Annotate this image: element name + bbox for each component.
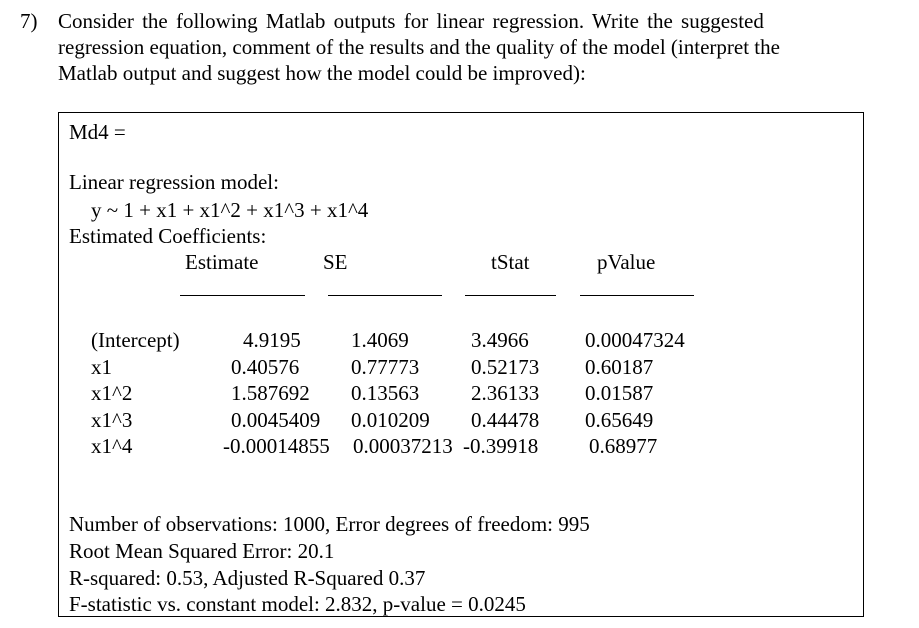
question-number: 7) — [20, 9, 38, 33]
cell-pvalue: 0.01587 — [585, 381, 654, 405]
stats-line: R-squared: 0.53, Adjusted R-Squared 0.37 — [69, 566, 426, 590]
cell-estimate: 4.9195 — [243, 328, 301, 352]
cell-pvalue: 0.00047324 — [585, 328, 685, 352]
question-text-line: Matlab output and suggest how the model could be improved): — [58, 61, 586, 85]
row-name: x1^2 — [91, 381, 133, 405]
model-variable-line: Md4 = — [69, 120, 126, 144]
cell-se: 0.00037213 — [353, 434, 453, 458]
stats-line: Number of observations: 1000, Error degrees of freedom: 995 — [69, 512, 590, 536]
header-underline — [328, 295, 442, 296]
header-estimate: Estimate — [185, 250, 259, 274]
cell-tstat: 0.44478 — [471, 408, 540, 432]
model-formula: y ~ 1 + x1 + x1^2 + x1^3 + x1^4 — [91, 198, 369, 222]
header-tstat: tStat — [491, 250, 530, 274]
cell-estimate: 0.0045409 — [231, 408, 321, 432]
model-title: Linear regression model: — [69, 170, 279, 194]
cell-pvalue: 0.65649 — [585, 408, 654, 432]
header-underline — [580, 295, 694, 296]
cell-tstat: 0.52173 — [471, 355, 540, 379]
cell-se: 0.13563 — [351, 381, 420, 405]
cell-estimate: 1.587692 — [231, 381, 310, 405]
row-name: (Intercept) — [91, 328, 180, 352]
header-pvalue: pValue — [597, 250, 656, 274]
cell-se: 0.77773 — [351, 355, 420, 379]
cell-se: 1.4069 — [351, 328, 409, 352]
cell-tstat: 2.36133 — [471, 381, 540, 405]
cell-tstat: -0.39918 — [463, 434, 539, 458]
row-name: x1 — [91, 355, 112, 379]
cell-pvalue: 0.68977 — [589, 434, 658, 458]
header-underline — [180, 295, 305, 296]
question-text-line: regression equation, comment of the results and the quality of the model (interpret the — [58, 35, 780, 59]
header-se: SE — [323, 250, 348, 274]
cell-tstat: 3.4966 — [471, 328, 529, 352]
cell-pvalue: 0.60187 — [585, 355, 654, 379]
matlab-output-box — [58, 112, 864, 617]
coefficients-title: Estimated Coefficients: — [69, 224, 267, 248]
cell-estimate: 0.40576 — [231, 355, 300, 379]
stats-line: Root Mean Squared Error: 20.1 — [69, 539, 335, 563]
question-text-line: Consider the following Matlab outputs for linear regression. Write the suggested — [58, 9, 764, 33]
header-underline — [465, 295, 556, 296]
cell-se: 0.010209 — [351, 408, 430, 432]
cell-estimate: -0.00014855 — [223, 434, 330, 458]
row-name: x1^4 — [91, 434, 133, 458]
row-name: x1^3 — [91, 408, 133, 432]
stats-line: F-statistic vs. constant model: 2.832, p-value = 0.0245 — [69, 592, 526, 616]
